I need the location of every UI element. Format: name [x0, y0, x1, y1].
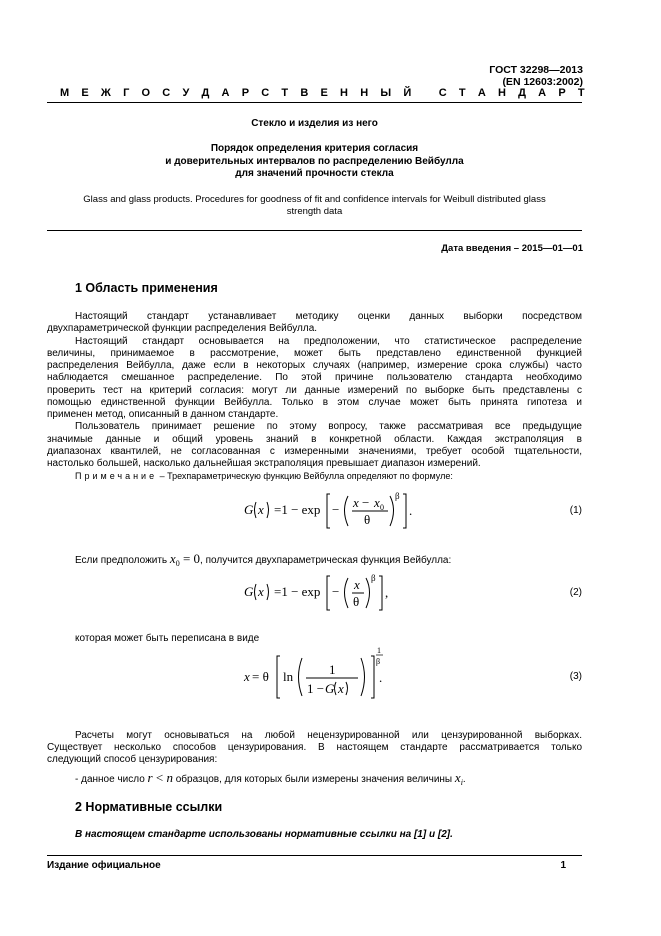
edition-label: Издание официальное	[47, 860, 161, 871]
svg-text:x: x	[258, 584, 264, 599]
svg-text:ln: ln	[283, 669, 294, 684]
note-label: Примечание	[75, 471, 158, 481]
p1-line: Настоящий стандарт устанавливает методику оценки данных выборки посредством	[75, 311, 582, 322]
svg-text:=1 − exp: =1 − exp	[274, 502, 321, 517]
svg-text:0: 0	[380, 503, 384, 512]
p2-line-b: величины, принимаемое в рассмотрение, может быть представлено единственной функцией	[47, 348, 582, 359]
eq3-number: (3)	[569, 671, 582, 682]
bullet-mid: образцов, для которых были измерены значения величины	[172, 774, 455, 785]
p2-line-d: наблюдается смешанное распределение. По этой причине пользователю стандарта необходимо	[47, 372, 582, 383]
svg-text:x: x	[374, 495, 380, 510]
eq2-number: (2)	[569, 587, 582, 598]
svg-text:.: .	[409, 503, 413, 518]
p3-line-a: Пользователь принимает решение по этому вопросу, также рассматривая все предыдущие	[75, 421, 582, 432]
assume-line: Если предположить $x_0 = 0$, получится двухпараметрическая функция Вейбулла:	[75, 551, 452, 568]
equation-3	[240, 644, 400, 706]
footer-rule	[47, 855, 582, 856]
title-line-2: Порядок определения критерия согласия	[210, 143, 419, 154]
title-line-1: Стекло и изделия из него	[251, 118, 378, 129]
p2-line-c: распределения Вейбулла, даже если в некоторых случаях (например, измерение срока службы) часто	[47, 360, 582, 371]
p2-line: Настоящий стандарт основывается на предположении, что статистическое распределение	[75, 336, 582, 347]
rewrite-line: которая может быть переписана в виде	[75, 633, 260, 644]
p1-cont: двухпараметрической функции распределения Вейбулла.	[47, 323, 318, 334]
p3-line-b: значимые данные и общий уровень знаний в конкретной области. Каждая экстраполяция в	[47, 434, 582, 445]
title-en-line-2: strength data	[286, 206, 343, 217]
section-2-heading: 2 Нормативные ссылки	[75, 800, 223, 814]
svg-text:,: ,	[385, 585, 389, 600]
equation-1	[240, 488, 430, 536]
page-number: 1	[560, 860, 566, 871]
paragraph-2-first	[75, 336, 582, 348]
assume-pre: Если предположить	[75, 555, 170, 566]
header-rule	[47, 102, 582, 103]
svg-text:θ: θ	[364, 512, 371, 527]
p4-line-b: Существует несколько способов цензурирования. В настоящем стандарте рассматривается только	[47, 742, 582, 753]
svg-text:G: G	[244, 502, 254, 517]
paragraph-1	[75, 311, 582, 323]
assume-post: , получится двухпараметрическая функция Вейбулла:	[200, 555, 452, 566]
svg-text:x: x	[353, 495, 359, 510]
svg-text:G: G	[325, 681, 335, 696]
gost-code: ГОСТ 32298—2013	[489, 64, 583, 76]
bullet-line: - данное число r < n образцов, для которых были измерены значения величины $x_i$.	[75, 770, 466, 787]
svg-text:x: x	[338, 681, 344, 696]
svg-text:β: β	[376, 657, 381, 666]
svg-text:θ: θ	[353, 594, 360, 609]
svg-text:G: G	[244, 584, 254, 599]
svg-text:−: −	[332, 502, 340, 517]
note	[75, 471, 453, 481]
section-1-heading: 1 Область применения	[75, 281, 218, 295]
en-code: (EN 12603:2002)	[502, 76, 583, 88]
svg-text:−: −	[332, 584, 340, 599]
footer	[47, 860, 582, 871]
p3-line-d: настолько большей, насколько дальнейшая экстраполяция превышает диапазон измерений.	[47, 458, 481, 469]
title-line-4: для значений прочности стекла	[235, 168, 394, 179]
svg-text:1 −: 1 −	[307, 681, 325, 696]
title-rule	[47, 230, 582, 231]
p2-line-g: применен метод, описанный в данном стандарте.	[47, 409, 279, 420]
svg-text:1: 1	[377, 646, 381, 655]
svg-text:−: −	[362, 495, 370, 510]
eq1-number: (1)	[569, 505, 582, 516]
svg-text:β: β	[395, 491, 400, 501]
svg-text:x: x	[258, 502, 264, 517]
p4-line-c: следующий способ цензурирования:	[47, 754, 218, 765]
svg-text:.: .	[379, 670, 383, 685]
equation-2	[240, 570, 400, 618]
section-2-text: В настоящем стандарте использованы нормативные ссылки на [1] и [2].	[75, 829, 453, 840]
p2-line-e: проверить тест на критерий согласия: могут ли данные измерений по выборке быть представлены с	[47, 385, 582, 396]
p3-line-c: диапазонах квантилей, не согласованная с измеренными значениями, требует особой тщательности,	[47, 446, 582, 457]
svg-text:=1 − exp: =1 − exp	[274, 584, 321, 599]
p4-line-a: Расчеты могут основываться на любой нецензурированной или цензурированной выборках.	[75, 730, 582, 741]
bullet-pre: - данное число	[75, 774, 148, 785]
note-text: – Трехпараметрическую функцию Вейбулла определяют по формуле:	[157, 471, 453, 481]
svg-text:x: x	[354, 577, 360, 592]
p2-line-f: помощью единственной функции Вейбулла. Только в этом случае может быть принята гипотеза и	[47, 397, 582, 408]
title-en-line-1: Glass and glass products. Procedures for goodness of fit and confidence intervals for Weibull distributed glass	[83, 194, 546, 205]
svg-text:= θ: = θ	[252, 669, 269, 684]
svg-text:1: 1	[329, 662, 336, 677]
bullet-post: .	[462, 774, 466, 785]
standard-type: М Е Ж Г О С У Д А Р С Т В Е Н Н Ы Й С Т А Н Д А Р Т	[60, 87, 585, 99]
svg-text:β: β	[371, 573, 376, 583]
title-line-3: и доверительных интервалов по распределению Вейбулла	[165, 156, 464, 167]
svg-text:x: x	[244, 669, 250, 684]
intro-date: Дата введения – 2015—01—01	[441, 243, 583, 254]
